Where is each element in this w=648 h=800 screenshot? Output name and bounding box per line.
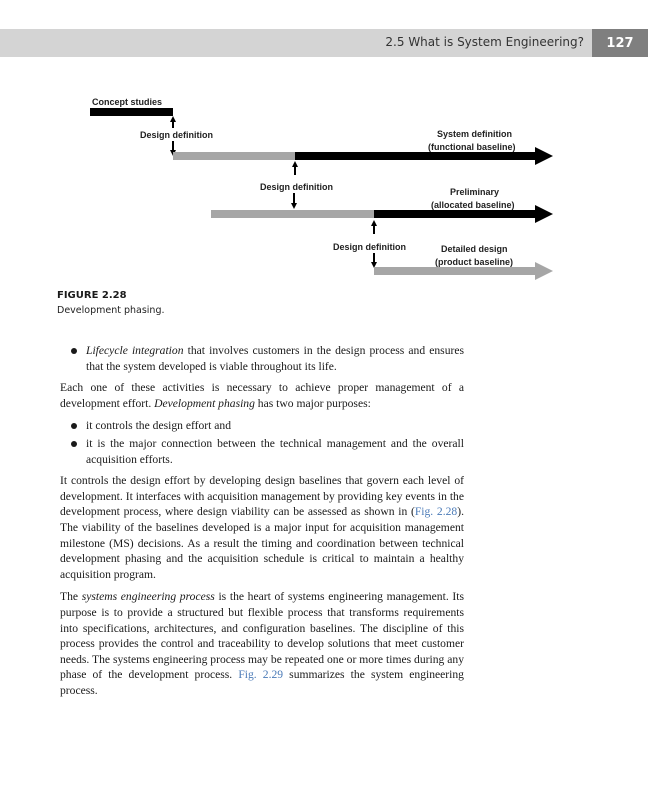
bar-concept-studies bbox=[90, 108, 173, 116]
paragraph-3 bbox=[60, 589, 464, 698]
label-product-baseline: (product baseline) bbox=[435, 257, 514, 267]
page-number: 127 bbox=[592, 29, 648, 57]
term-development-phasing: Development phasing bbox=[154, 396, 255, 410]
figure-caption: Development phasing. bbox=[57, 305, 165, 316]
list-item bbox=[60, 436, 464, 467]
term-lifecycle-integration: Lifecycle integration bbox=[86, 344, 184, 357]
bullet-icon bbox=[71, 348, 77, 354]
body-text bbox=[60, 343, 464, 705]
bar-preliminary bbox=[374, 210, 535, 218]
paragraph-2 bbox=[60, 473, 464, 582]
arrowhead-up-2 bbox=[292, 161, 298, 167]
paragraph-1 bbox=[60, 380, 464, 411]
label-detailed-design: Detailed design bbox=[441, 244, 508, 254]
list-item bbox=[60, 418, 464, 434]
bar-design-definition-2 bbox=[211, 210, 374, 218]
bullet-list-1 bbox=[60, 343, 464, 374]
label-design-definition-3: Design definition bbox=[333, 242, 406, 252]
label-concept-studies: Concept studies bbox=[92, 97, 163, 107]
paragraph-text: It controls the design effort by developing design baselines that govern each level of development. It interfaces with acquisition management by providing key events in the development process, where design viability can be assessed as shown in ( bbox=[60, 474, 464, 519]
bar-system-definition bbox=[295, 152, 535, 160]
paragraph-text: Each one of these activities is necessary to achieve proper management of a development effort. bbox=[60, 381, 464, 410]
figure-ref-link[interactable]: Fig. 2.29 bbox=[238, 668, 284, 682]
arrowhead-system-definition bbox=[535, 147, 553, 165]
development-phasing-diagram bbox=[0, 0, 648, 290]
section-title: 2.5 What is System Engineering? bbox=[385, 35, 584, 49]
bar-design-definition-1 bbox=[173, 152, 295, 160]
label-functional-baseline: (functional baseline) bbox=[428, 142, 516, 152]
paragraph-text: The bbox=[60, 590, 82, 604]
bullet-text: that involves customers in the design process and ensures that the system developed is viable throughout its life. bbox=[86, 344, 465, 373]
paragraph-text: summarizes the system engineering process. bbox=[60, 668, 464, 697]
label-system-definition: System definition bbox=[437, 129, 513, 139]
figure-label: FIGURE 2.28 bbox=[57, 290, 127, 301]
arrowhead-up-3 bbox=[371, 220, 377, 226]
paragraph-text: is the heart of systems engineering management. Its purpose is to provide a structured but flexible process that transforms requirements into specifications, architectures, and configuration baselines. The discipline of this process provides the control and traceability to develop solutions that meet customer needs. The systems engineering process may be repeated one or more times during any phase of the development process. bbox=[60, 590, 464, 682]
arrowhead-detailed-design bbox=[535, 262, 553, 280]
bullet-icon bbox=[71, 423, 77, 429]
arrowhead-up-1 bbox=[170, 116, 176, 122]
paragraph-text: ). The viability of the baselines developed is a major input for acquisition management milestone (MS) decisions. As a result the timing and coordination between technical development phasing and the acquisition schedule is critical to maintain a healthy acquisition program. bbox=[60, 505, 464, 581]
bullet-list-2 bbox=[60, 418, 464, 467]
label-design-definition-2: Design definition bbox=[260, 182, 333, 192]
figure-ref-link[interactable]: Fig. 2.28 bbox=[414, 505, 458, 519]
list-item bbox=[60, 343, 464, 374]
bullet-text: it is the major connection between the technical management and the overall acquisition efforts. bbox=[86, 436, 464, 466]
bar-detailed-design bbox=[374, 267, 535, 275]
label-design-definition-1: Design definition bbox=[140, 130, 213, 140]
arrowhead-preliminary bbox=[535, 205, 553, 223]
paragraph-text: has two major purposes: bbox=[254, 396, 371, 410]
term-systems-engineering-process: systems engineering process bbox=[81, 590, 215, 604]
bullet-text: it controls the design effort and bbox=[86, 419, 231, 433]
label-allocated-baseline: (allocated baseline) bbox=[431, 200, 515, 210]
arrowhead-down-2 bbox=[291, 203, 297, 209]
bullet-icon bbox=[71, 441, 77, 447]
label-preliminary: Preliminary bbox=[450, 187, 500, 197]
